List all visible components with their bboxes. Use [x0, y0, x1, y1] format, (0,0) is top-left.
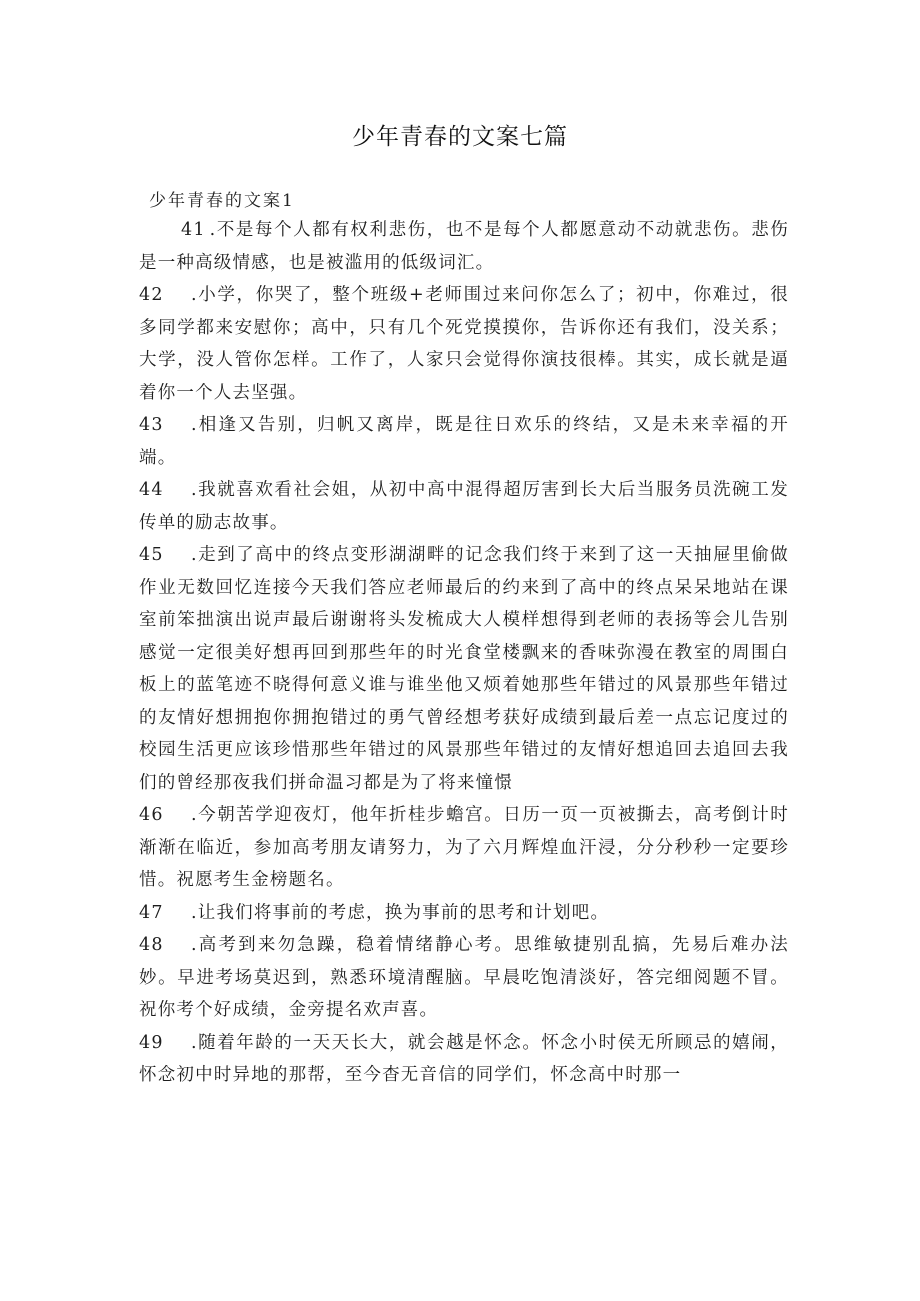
list-item [139, 897, 789, 930]
entry-text: .不是每个人都有权利悲伤，也不是每个人都愿意动不动就悲伤。悲伤是一种高级情感，也是被滥用的低级词汇。 [139, 220, 789, 273]
section-heading: 少年青春的文案1 [149, 191, 295, 211]
entry-text: .小学，你哭了，整个班级+老师围过来问你怎么了；初中，你难过，很多同学都来安慰你；高中，只有几个死党摸摸你，告诉你还有我们，没关系；大学，没人管你怎样。工作了，人家只会觉得你演技很棒。其实，成长就是逼着你一个人去坚强。 [139, 285, 789, 403]
entry-number: 43 [139, 415, 164, 435]
list-item [139, 279, 789, 409]
entry-number: 41 [181, 220, 206, 240]
entry-number: 47 [139, 902, 164, 923]
entry-text: .走到了高中的终点变形湖湖畔的记念我们终于来到了这一天抽屉里偷做作业无数回忆连接今天我们答应老师最后的约来到了高中的终点呆呆地站在课室前笨拙演出说声最后谢谢将头发梳成大人模样想得到老师的表扬等会儿告别感觉一定很美好想再回到那些年的时光食堂楼飘来的香味弥漫在教室的周围白板上的蓝笔迹不晓得何意义谁与谁坐他又烦着她那些年错过的风景那些年错过的友情好想拥抱你拥抱错过的勇气曾经想考获好成绩到最后差一点忘记度过的校园生活更应该珍惜那些年错过的风景那些年错过的友情好想追回去追回去我们的曾经那夜我们拼命温习都是为了将来憧憬 [139, 545, 789, 793]
list-item [139, 214, 789, 279]
entry-number: 44 [139, 480, 164, 500]
entry-text: .相逢又告别，归帆又离岸，既是往日欢乐的终结，又是未来幸福的开端。 [139, 415, 789, 468]
entry-text: .今朝苦学迎夜灯，他年折桂步蟾宫。日历一页一页被撕去，高考倒计时渐渐在临近，参加高考朋友请努力，为了六月辉煌血汗浸，分分秒秒一定要珍惜。祝愿考生金榜题名。 [139, 805, 789, 890]
list-item [139, 539, 789, 799]
entry-number: 42 [139, 285, 164, 305]
list-item [139, 1027, 789, 1092]
document-body [139, 214, 789, 1092]
entry-text: .我就喜欢看社会姐，从初中高中混得超厉害到长大后当服务员洗碗工发传单的励志故事。 [139, 480, 789, 533]
entry-number: 46 [139, 805, 164, 825]
entry-text: .高考到来勿急躁，稳着情绪静心考。思维敏捷别乱搞，先易后难办法妙。早进考场莫迟到，熟悉环境清醒脑。早晨吃饱清淡好，答完细阅题不冒。祝你考个好成绩，金旁提名欢声喜。 [139, 935, 789, 1020]
list-item [139, 929, 789, 1027]
entry-text: .让我们将事前的考虑，换为事前的思考和计划吧。 [191, 902, 610, 923]
list-item [139, 799, 789, 897]
entry-number: 45 [139, 545, 164, 565]
document-title: 少年青春的文案七篇 [352, 124, 568, 150]
list-item [139, 409, 789, 474]
entry-number: 48 [139, 935, 164, 955]
entry-number: 49 [139, 1032, 164, 1053]
entry-text: .随着年龄的一天天长大，就会越是怀念。怀念小时侯无所顾忌的嬉闹，怀念初中时异地的那帮，至今杳无音信的同学们，怀念高中时那一 [139, 1032, 789, 1085]
list-item [139, 474, 789, 539]
